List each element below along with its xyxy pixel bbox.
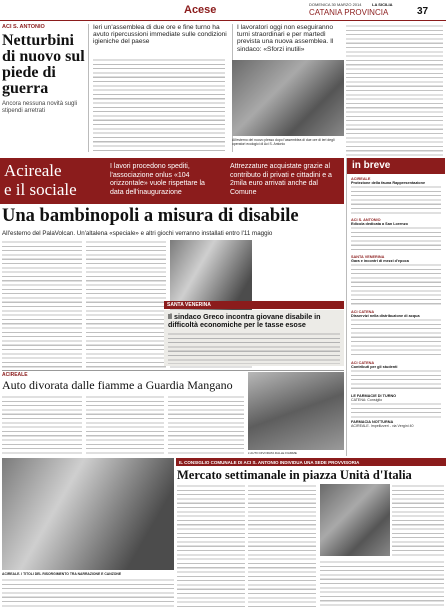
banner-title-1: Acireale <box>4 161 62 180</box>
sidebar-item-title: Gara e incontri di mezzi d'epoca <box>351 259 409 263</box>
header-rule <box>0 20 446 21</box>
farmacie-text: CATENA: Consiglio <box>351 398 383 402</box>
mercato-photo <box>320 484 390 556</box>
story-body-2 <box>86 395 164 455</box>
sidebar-item-body <box>351 369 441 391</box>
bottom-left-text <box>2 578 174 608</box>
sidebar-title: in breve <box>352 160 391 171</box>
kicker: ACI S. ANTONIO <box>2 24 45 30</box>
mercato-title: Mercato settimanale in piazza Unità d'Italia <box>177 468 412 482</box>
page-number: 37 <box>417 6 429 17</box>
bottom-left-caption: ACIREALE. I TITOLI DEL RISORGIMENTO TRA NARRAZIONE E CANZONE <box>2 572 122 576</box>
story-deck: I lavoratori oggi non eseguiranno turni straordinari e per martedì prevista una nuova assemblea. Il sindaco: «Sforzi inutili» <box>237 24 334 53</box>
story-body-3 <box>168 395 244 455</box>
header-date: DOMENICA 30 MARZO 2014 <box>309 2 362 7</box>
top-mid-story <box>88 24 229 152</box>
masthead-bar <box>0 0 446 22</box>
main-body-col-1 <box>2 240 82 368</box>
sidebar-item-place: ACI CATENA <box>351 361 375 365</box>
top-left-story <box>2 24 86 158</box>
sidebar-header <box>347 158 445 174</box>
story-title: Auto divorata dalle fiamme a Guardia Mangano <box>2 378 233 392</box>
sidebar-item-title: Edicola dedicata a San Lorenzo <box>351 222 408 226</box>
banner-title-2: e il sociale <box>4 180 77 199</box>
farmacie-title: LE FARMACIE DI TURNO <box>351 394 397 398</box>
main-body-col-2 <box>86 240 166 368</box>
sidebar-item <box>347 174 445 215</box>
subhead: Ancora nessuna novità sugli stipendi arretrati <box>2 101 78 114</box>
box-title: Il sindaco Greco incontra giovane disabile in difficoltà economiche per le tasse esose <box>168 312 321 329</box>
bottom-left-photo <box>2 458 174 570</box>
car-photo <box>248 372 344 450</box>
sidebar-item <box>347 358 445 391</box>
mercato-banner <box>176 458 446 466</box>
sidebar-item <box>347 252 445 307</box>
sidebar-item-body <box>351 226 441 252</box>
section-name: Acese <box>184 4 217 16</box>
main-subhead: All'esterno del PalaVolcan. Un'altalena «speciale» e altri giochi verranno installati entro l'11 maggio <box>2 230 273 237</box>
sidebar-item-title: Protezione della fauna Rappresentazione <box>351 181 426 185</box>
header-province: CATANIA PROVINCIA <box>309 8 389 17</box>
santa-venerina-tag <box>164 301 344 309</box>
headline: Netturbini di nuovo sul piede di guerra <box>2 32 85 97</box>
sidebar-item-title: Contributi per gli studenti <box>351 365 398 369</box>
sidebar-item-place: SANTA VENERINA <box>351 255 385 259</box>
box-body <box>168 332 340 364</box>
header-paper: LA SICILIA <box>372 2 393 7</box>
sidebar-item-body <box>351 318 441 358</box>
top-photo-caption: All'esterno del nuovo plesso dopo l'assemblea di due ore di ieri degli operatori ecologici di Aci S. Antonio <box>232 138 335 146</box>
sidebar-item <box>347 215 445 252</box>
mercato-body-2 <box>248 484 316 608</box>
mercato-banner-text: IL CONSIGLIO COMUNALE DI ACI S. ANTONIO INDIVIDUA UNA SEDE PROVVISORIA <box>179 459 360 465</box>
sidebar-item <box>347 307 445 358</box>
sidebar-item-body <box>351 185 441 215</box>
notturna-text: ACIREALE. Impellizzeri - via Vergini 40 <box>351 424 414 428</box>
farmacie-body <box>351 402 441 418</box>
banner-item-1: I lavori procedono spediti, l'associazione onlus «104 orizzontale» vuole rispettare la data dell'inaugurazione <box>110 163 205 196</box>
story-body-1 <box>2 395 82 455</box>
top-photo <box>232 60 344 136</box>
santa-venerina-panel <box>164 310 344 366</box>
body-text <box>93 58 225 153</box>
mercato-body-1 <box>177 484 245 608</box>
notturna-title: FARMACIA NOTTURNA <box>351 420 394 424</box>
story-kicker: ACIREALE <box>2 372 28 378</box>
box-tag: SANTA VENERINA <box>167 302 211 308</box>
acireale-banner <box>0 158 344 204</box>
sidebar-item-title: Disservizi nella distribuzione di acqua <box>351 314 420 318</box>
sidebar-item-place: ACI S. ANTONIO <box>351 218 381 222</box>
mercato-body-4 <box>320 560 444 608</box>
sidebar-item-body <box>351 263 441 307</box>
mercato-body-3 <box>392 484 444 556</box>
sidebar <box>346 158 445 456</box>
top-right-body <box>346 24 443 156</box>
sidebar-item-place: ACI CATENA <box>351 310 375 314</box>
car-photo-caption: L'AUTO DIVORATA DALLE FIAMME <box>248 451 297 455</box>
sidebar-item-place: ACIREALE <box>351 177 371 181</box>
story-deck: Ieri un'assemblea di due ore e fine turno ha avuto ripercussioni immediate sulle condizioni igieniche del paese <box>93 24 227 46</box>
farmacie-box <box>347 391 445 428</box>
banner-item-2: Attrezzature acquistate grazie al contributo di privati e cittadini e a 2mila euro arrivati anche dal Comune <box>230 163 332 196</box>
main-headline: Una bambinopoli a misura di disabile <box>2 206 299 226</box>
section-rule <box>2 370 344 371</box>
